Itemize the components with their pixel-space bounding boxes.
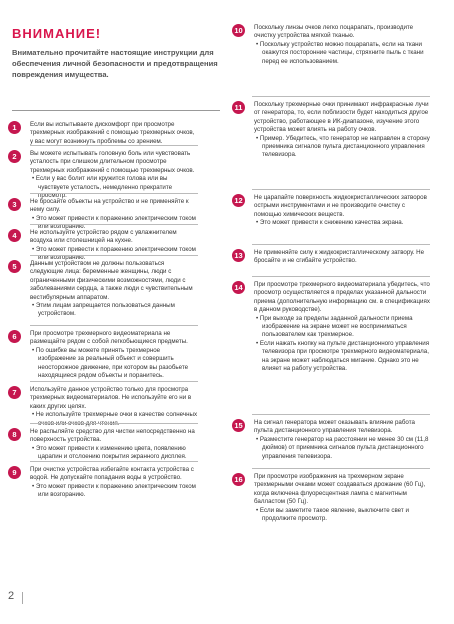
divider <box>30 461 198 462</box>
item-main-text: При очистке устройства избегайте контакта устройства с водой. Не допускайте попадания воды в устройство. <box>30 466 194 482</box>
item-main-text: При просмотре трехмерного видеоматериала убедитесь, что просмотр осуществляется в пределах указанной дальности приема (дополнительную информацию см. в спецификациях в данном руководстве). <box>254 281 430 314</box>
divider <box>22 592 23 604</box>
item-bullet: • Поскольку устройство можно поцарапать, если на ткани окажутся посторонние частицы, стряхните пыль с ткани перед ее использованием. <box>256 40 424 65</box>
divider <box>12 110 220 111</box>
item-bullet: • Не используйте трехмерные очки в качестве солнечных очков или очков для чтения. <box>32 411 198 427</box>
divider <box>30 423 198 424</box>
item-bullet: • По ошибке вы можете принять трехмерное изображение за реальный объект и совершить неосторожное движение, при котором вы разобьете находящиеся рядом объекты и поранитесь. <box>32 346 189 380</box>
intro-text: Внимательно прочитайте настоящие инструкции для обеспечения личной безопасности и предотвращения повреждения имущества. <box>12 48 218 79</box>
item-text <box>254 473 432 523</box>
item-number-badge: 3 <box>8 198 21 211</box>
item-bullet: • Это может привести к поражению электрическим током или возгоранию. <box>32 245 196 262</box>
item-number-badge: 4 <box>8 229 21 242</box>
item-bullet: • Разместите генератор на расстоянии не менее 30 см (11,8 дюймов) от приемника сигналов пульта дистанционного управления телевизора. <box>256 435 429 460</box>
divider <box>252 414 430 415</box>
divider <box>252 276 430 277</box>
item-bullet: • Это может привести к поражению электрическим током или возгоранию. <box>32 482 196 499</box>
item-number-badge: 10 <box>232 24 245 37</box>
item-bullet: • Это может привести к снижению качества экрана. <box>256 219 404 227</box>
item-main-text: Поскольку линзы очков легко поцарапать, производите очистку устройства мягкой тканью. <box>254 24 414 40</box>
divider <box>30 325 198 326</box>
item-number-badge: 16 <box>232 473 245 486</box>
item-main-text: Не царапайте поверхность жидкокристаллических затворов острыми инструментами и не производите очистку с помощью химических веществ. <box>254 194 427 218</box>
divider <box>30 381 198 382</box>
divider <box>252 96 430 97</box>
item-main-text: При просмотре трехмерного видеоматериала не размещайте рядом с собой легкобьющиеся предметы. <box>30 330 188 346</box>
item-main-text: При просмотре изображения на трехмерном экране трехмерными очками может создаваться дрожание (60 Гц), когда включена флуоресцентная лампа с магнитным балластом (50 Гц). <box>254 473 426 506</box>
item-text <box>254 101 432 160</box>
item-bullet: • Пример. Убедитесь, что генератор не направлен в сторону приемника сигналов пульта дистанционного управления телевизора. <box>256 134 430 159</box>
item-text <box>30 330 198 380</box>
item-number-badge: 2 <box>8 150 21 163</box>
item-text <box>254 194 432 228</box>
divider <box>30 145 198 146</box>
item-number-badge: 6 <box>8 330 21 343</box>
divider <box>30 255 198 256</box>
divider <box>252 468 430 469</box>
item-bullet: • При выходе за пределы заданной дальности приема изображение на экране может не восприниматься пользователем как трехмерное. <box>256 314 413 339</box>
page-number: 2 <box>8 590 15 602</box>
item-bullet: • Если вы заметите такое явление, выключите свет и продолжите просмотр. <box>256 506 409 523</box>
item-main-text: На сигнал генератора может оказывать влияние работа пульта дистанционного управления телевизора. <box>254 419 415 435</box>
item-main-text: Не применяйте силу к жидкокристаллическому затвору. Не бросайте и не сгибайте устройство. <box>254 249 425 265</box>
item-main-text: Если вы испытываете дискомфорт при просмотре трехмерных изображений с помощью трехмерных очков, у вас могут возникнуть проблемы со зрением. <box>30 121 195 145</box>
item-bullet: • Это может привести к поражению электрическим током или возгоранию. <box>32 214 196 231</box>
divider <box>30 224 198 225</box>
item-text <box>254 419 432 461</box>
item-main-text: Поскольку трехмерные очки принимают инфракрасные лучи от генератора, то, если поблизости будет находиться другое устройство, работающее в ИК-диапазоне, изучение этого устройства может влиять на работу очков. <box>254 101 429 134</box>
item-text <box>30 386 198 428</box>
divider <box>252 189 430 190</box>
item-text <box>254 249 432 266</box>
item-number-badge: 14 <box>232 281 245 294</box>
item-number-badge: 9 <box>8 466 21 479</box>
item-bullet: • Если нажать кнопку на пульте дистанционного управления телевизора при просмотре трехмерного видеоматериала, на экране может наблюдаться мигание. Однако это не влияет на работу устройства. <box>256 339 430 373</box>
item-number-badge: 11 <box>232 101 245 114</box>
item-number-badge: 8 <box>8 428 21 441</box>
item-main-text: Используйте данное устройство только для просмотра трехмерных видеоматериалов. Не используйте его ни в каких других целях. <box>30 386 192 410</box>
item-text <box>254 24 432 66</box>
item-bullet: • Этим лицам запрещается пользоваться данным устройством. <box>32 302 175 318</box>
item-number-badge: 1 <box>8 121 21 134</box>
page-title: ВНИМАНИЕ! <box>12 26 102 41</box>
item-text <box>254 281 432 373</box>
divider <box>252 244 430 245</box>
item-bullet: • Если у вас болит или кружится голова или вы чувствуете усталость, немедленно прекратите просмотр. <box>32 175 173 200</box>
item-bullet: • Это может привести к изменению цвета, появлению царапин и отслоению покрытия экранного дисплея. <box>32 444 187 461</box>
item-main-text: Вы можете испытывать головную боль или чувствовать усталость при слишком длительном просмотре трехмерных изображений с помощью трехмерных очков. <box>30 150 195 174</box>
item-text <box>30 466 198 500</box>
item-number-badge: 7 <box>8 386 21 399</box>
item-main-text: Не бросайте объекты на устройство и не применяйте к нему силу. <box>30 198 189 214</box>
item-main-text: Данным устройством не должны пользоваться следующие лица: беременные женщины, люди с ограниченными физическими возможностями, люди с заболеваниями сердца, а также люди с чувствительным вестибулярным аппаратом. <box>30 260 193 301</box>
item-text <box>30 121 198 146</box>
item-main-text: Не используйте устройство рядом с увлажнителем воздуха или столешницей на кухне. <box>30 229 177 245</box>
item-text <box>30 260 198 319</box>
item-main-text: Не распыляйте средство для чистки непосредственно на поверхность устройства. <box>30 428 195 444</box>
item-number-badge: 13 <box>232 249 245 262</box>
item-text <box>30 229 198 263</box>
item-text <box>30 428 198 462</box>
item-number-badge: 12 <box>232 194 245 207</box>
item-text <box>30 198 198 232</box>
item-number-badge: 15 <box>232 419 245 432</box>
divider <box>30 193 198 194</box>
item-number-badge: 5 <box>8 260 21 273</box>
